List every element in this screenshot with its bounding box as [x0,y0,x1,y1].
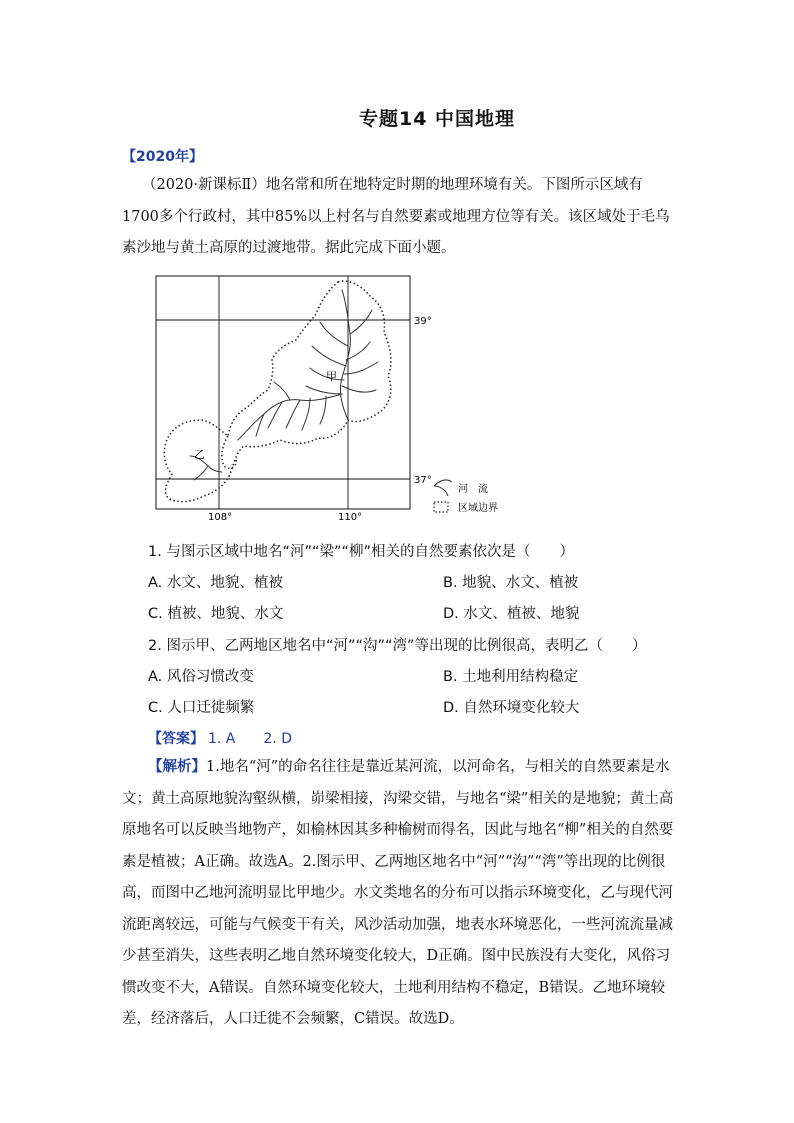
river [238,394,342,440]
river [208,466,222,472]
river [306,386,342,394]
label-lon-110: 110° [338,512,363,523]
question-intro: （2020·新课标Ⅱ）地名常和所在地特定时期的地理环境有关。下图所示区域有1700多个行政村，其中85%以上村名与自然要素或地理方位等有关。该区域处于毛乌素沙地与黄土高原的过渡地带。据此完成下面小题。 [122,177,670,256]
rivers [190,290,378,480]
legend-river-icon [434,480,452,496]
river [194,466,208,480]
river [302,398,310,430]
question-1-option-b: B. 地貌、水文、植被 [443,575,579,591]
question-1-option-a: A. 水文、地貌、植被 [148,575,283,591]
river [350,310,372,334]
question-1-option-d: D. 水文、植被、地貌 [443,606,580,622]
analysis-text: 1.地名“河”的命名往往是靠近某河流，以河命名，与相关的自然要素是水文；黄土高原地貌沟壑纵横，峁梁相接，沟梁交错，与地名“梁”相关的是地貌；黄土高原地名可以反映当地物产，如榆林因其多种榆树而得名，因此与地名“柳”相关的自然要素是植被；A正确。故选A。2.图示甲、乙两地区地名中“河”“沟”“湾”等出现的比例很高，而图中乙地河流明显比甲地少。水文类地名的分布可以指示环境变化，乙与现代河流距离较远，可能与气候变干有关，风沙活动加强，地表水环境恶化，一些河流流量减少甚至消失，这些表明乙地自然环境变化较大，D正确。图中民族没有大变化，风俗习惯改变不大，A错误。自然环境变化较大，土地利用结构不稳定，B错误。乙地环境较差，经济落后，人口迁徙不会频繁，C错误。故选D。 [122,759,674,1027]
answer-line [148,728,292,748]
analysis-paragraph [122,752,678,1036]
legend-river-label: 河 流 [458,484,488,495]
river [312,346,346,366]
river [320,322,348,346]
label-lat-39: 39° [414,316,432,327]
river [344,362,378,374]
river [286,400,300,428]
river [320,396,326,424]
label-jia: 甲 [326,370,337,383]
label-yi: 乙 [194,448,205,461]
question-2-option-b: B. 土地利用结构稳定 [443,669,579,685]
legend-boundary-icon [434,502,448,512]
answer-values: 1. A 2. D [208,731,292,747]
river [274,382,290,400]
label-lon-108: 108° [208,512,233,523]
region-boundary-inner [222,436,236,468]
year-tag: 【2020年】 [122,149,203,165]
legend-boundary-label: 区域边界 [458,503,498,514]
analysis-label: 【解析】 [148,759,206,775]
question-2-option-a: A. 风俗习惯改变 [148,669,254,685]
answer-label: 【答案】 [148,731,204,747]
question-1-stem: 1. 与图示区域中地名“河”“梁”“柳”相关的自然要素依次是（ ） [148,544,575,560]
river [340,290,350,420]
river [268,402,282,428]
question-2-option-d: D. 自然环境变化较大 [443,700,580,716]
page-title: 专题14 中国地理 [358,108,516,130]
river [342,386,376,392]
question-2-stem: 2. 图示甲、乙两地区地名中“河”“沟”“湾”等出现的比例很高，表明乙（ ） [148,638,647,654]
label-lat-37: 37° [414,475,432,486]
question-2-option-c: C. 人口迁徙频繁 [148,700,255,716]
region-map [150,270,520,525]
question-1-option-c: C. 植被、地貌、水文 [148,606,284,622]
